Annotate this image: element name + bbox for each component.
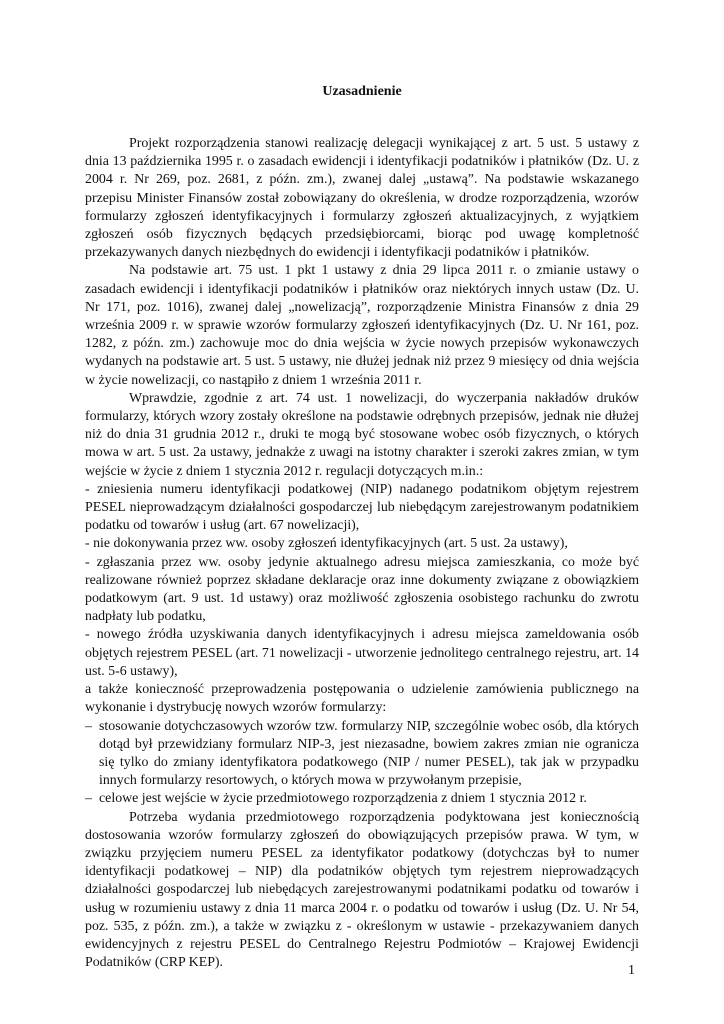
paragraph-1: Projekt rozporządzenia stanowi realizację delegacji wynikającej z art. 5 ust. 5 ustawy z dnia 13 października 1995 r. o zasadach ewidencji i identyfikacji podatników i płatników (Dz. U. z 2004 r. Nr 269, poz. 2681, z późn. zm.), zwanej dalej „ustawą”. Na podstawie wskazanego przepisu Minister Finansów został zobowiązany do określenia, w drodze rozporządzenia, wzorów formularzy zgłoszeń identyfikacyjnych i formularzy zgłoszeń aktualizacyjnych, z wyjątkiem zgłoszeń osób fizycznych będących przedsiębiorcami, biorąc pod uwagę kompletność przekazywanych danych niezbędnych do ewidencji i identyfikacji podatników i płatników. — [85, 136, 639, 261]
dash-marker: – — [85, 718, 92, 734]
page-number: 1 — [628, 963, 635, 978]
list-item-hyphen-1: - zniesienia numeru identyfikacji podatkowej (NIP) nadanego podatnikom objętym rejestrem PESEL nieprowadzącym działalności gospodarczej lub niebędącym zarejestrowanym podatnikiem podatku od towarów i usług (art. 67 nowelizacji), — [85, 481, 639, 534]
list-item-hyphen-4: - nowego źródła uzyskiwania danych identyfikacyjnych i adresu miejsca zameldowania osób objętych rejestrem PESEL (art. 71 nowelizacji - utworzenie jednolitego centralnego rejestru, art. 14 ust. 5-6 ustawy), — [85, 627, 639, 679]
dash-marker: – — [85, 791, 92, 807]
list-item-dash-2 — [85, 790, 639, 808]
list-item-dash-1 — [85, 718, 639, 791]
paragraph-3: Wprawdzie, zgodnie z art. 74 ust. 1 nowelizacji, do wyczerpania nakładów druków formularzy, których wzory zostały określone na podstawie odrębnych przepisów, jednak nie dłużej niż do dnia 31 grudnia 2012 r., druki te mogą być stosowane wobec osób fizycznych, o których mowa w art. 5 ust. 2a ustawy, jednakże z uwagi na istotny charakter i szeroki zakres zmian, w tym wejście w życie z dniem 1 stycznia 2012 r. regulacji dotyczących m.in.: — [85, 390, 639, 479]
paragraph-5: Potrzeba wydania przedmiotowego rozporządzenia podyktowana jest koniecznością dostosowania wzorów formularzy zgłoszeń do obowiązujących przepisów prawa. W tym, w związku przyjęciem numeru PESEL za identyfikator podatkowy (dotychczas był to numer identyfikacji podatkowej – NIP) dla podatników objętych tym rejestrem nieprowadzących działalności gospodarczej lub niebędących zarejestrowanymi podatnikami podatku od towarów i usług w rozumieniu ustawy z dnia 11 marca 2004 r. o podatku od towarów i usług (Dz. U. Nr 54, poz. 535, z późn. zm.), a także w związku z - określonym w ustawie - przekazywaniem danych ewidencyjnych z rejestru PESEL do Centralnego Rejestru Podmiotów – Krajowej Ewidencji Podatników (CRP KEP). — [85, 809, 639, 971]
list-item-dash-1-text: stosowanie dotychczasowych wzorów tzw. formularzy NIP, szczególnie wobec osób, dla których dotąd był przewidziany formularz NIP-3, jest niezasadne, bowiem zakres zmian nie ogranicza się tylko do zmiany identyfikatora podatkowego (NIP / numer PESEL), tak jak w przypadku innych formularzy resortowych, o których mowa w przywołanym przepisie, — [99, 718, 639, 789]
document-title: Uzasadnienie — [322, 84, 402, 99]
document-page — [85, 83, 639, 972]
list-item-dash-2-text: celowe jest wejście w życie przedmiotowego rozporządzenia z dniem 1 stycznia 2012 r. — [99, 791, 587, 807]
paragraph-4: a także konieczność przeprowadzenia postępowania o udzielenie zamówienia publicznego na wykonanie i dystrybucję nowych wzorów formularzy: — [85, 682, 639, 716]
paragraph-2: Na podstawie art. 75 ust. 1 pkt 1 ustawy z dnia 29 lipca 2011 r. o zmianie ustawy o zasadach ewidencji i identyfikacji podatników i płatników oraz niektórych innych ustaw (Dz. U. Nr 171, poz. 1016), zwanej dalej „nowelizacją”, rozporządzenie Ministra Finansów z dnia 29 września 2009 r. w sprawie wzorów formularzy zgłoszeń identyfikacyjnych (Dz. U. Nr 161, poz. 1282, z późn. zm.) zachowuje moc do dnia wejścia w życie nowych przepisów wykonawczych wydanych na podstawie art. 5 ust. 5 ustawy, nie dłużej jednak niż przez 9 miesięcy od dnia wejścia w życie nowelizacji, co nastąpiło z dniem 1 września 2011 r. — [85, 263, 639, 388]
list-item-hyphen-3: - zgłaszania przez ww. osoby jedynie aktualnego adresu miejsca zamieszkania, co może być realizowane również poprzez składane deklaracje oraz inne dokumenty związane z obowiązkiem podatkowym (art. 9 ust. 1d ustawy) oraz możliwość zgłoszenia osobistego rachunku do zwrotu nadpłaty lub podatku, — [85, 554, 639, 625]
list-item-hyphen-2: - nie dokonywania przez ww. osoby zgłoszeń identyfikacyjnych (art. 5 ust. 2a ustawy), — [85, 536, 568, 552]
